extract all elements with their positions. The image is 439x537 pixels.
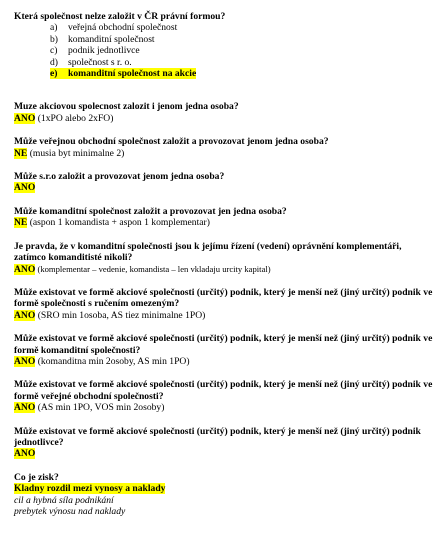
question-text: Může existovat ve formě akciové společnosti (určitý) podnik, který je menší než (jiný určitý) podnik jednotlivce? <box>14 425 421 448</box>
answer: ANO <box>14 448 36 460</box>
option-letter: d) <box>50 56 58 68</box>
answer: NE <box>14 147 28 159</box>
question-text: Může existovat ve formě akciové společnosti (určitý) podnik, který je menší než (jiný určitý) podnik ve formě společnosti s ručením omezeným? <box>14 286 433 310</box>
option-text: společnost s r. o. <box>68 56 132 68</box>
qa-5 <box>14 241 434 275</box>
answer-note: (1xPO alebo 2xFO) <box>35 112 114 124</box>
answer: ANO <box>14 112 36 124</box>
answer: ANO <box>14 355 36 367</box>
document-page <box>14 11 434 517</box>
answer-note: (musia byt minimalne 2) <box>27 147 125 159</box>
options-list <box>14 22 434 79</box>
question-text: Může veřejnou obchodní společnost založit a provozovat jenom jedna osoba? <box>14 136 329 148</box>
answer-note: (SRO min 1osoba, AS tiez minimalne 1PO) <box>35 309 206 321</box>
qa-1 <box>14 101 434 124</box>
answer: Kladny rozdil mezi vynosy a naklady <box>14 483 166 495</box>
question-text: Je pravda, že v komanditní společnosti jsou k jejímu řízení (vedení) oprávnění komplementáři, zatímco komanditisté nikoli? <box>14 240 402 264</box>
answer-detail: prebytek výnosu nad naklady <box>14 506 126 517</box>
qa-3 <box>14 171 434 194</box>
option-letter: e) <box>50 68 68 79</box>
question-text: Může existovat ve formě akciové společnosti (určitý) podnik, který je menší než (jiný určitý) podnik ve formě veřejné obchodní společnosti? <box>14 379 433 402</box>
answer-note: (AS min 1PO, VOS min 2osoby) <box>35 402 165 414</box>
qa-6 <box>14 287 434 321</box>
qa-8 <box>14 379 434 413</box>
question-text: Muze akciovou spolecnost zalozit i jenom jedna osoba? <box>14 101 239 113</box>
option-letter: c) <box>50 45 58 57</box>
qa-4 <box>14 206 434 229</box>
answer-detail: cil a hybná síla podnikání <box>14 494 114 506</box>
qa-zisk <box>14 472 434 518</box>
qa-2 <box>14 136 434 159</box>
question-text: Co je zisk? <box>14 471 59 483</box>
question-text: Může s.r.o založit a provozovat jenom jedna osoba? <box>14 171 225 183</box>
answer: ANO <box>14 309 36 321</box>
option-d <box>50 57 434 68</box>
question-1: Která společnost nelze založit v ČR právní formou? <box>14 11 226 22</box>
answer: ANO <box>14 402 36 414</box>
option-letter: b) <box>50 33 58 45</box>
option-b <box>50 34 434 45</box>
answer: ANO <box>14 263 36 275</box>
qa-7 <box>14 333 434 367</box>
option-text: komanditní společnost <box>68 33 155 45</box>
option-letter: a) <box>50 22 58 34</box>
question-text: Může komanditní společnost založit a provozovat jen jedna osoba? <box>14 205 287 217</box>
option-text: podnik jednotlivce <box>68 45 140 57</box>
qa-9 <box>14 426 434 460</box>
answer-note: (komanditna min 2osoby, AS min 1PO) <box>35 355 190 367</box>
option-c <box>50 45 434 56</box>
option-text-correct: komanditní společnost na akcie <box>68 68 197 80</box>
option-a <box>50 22 434 33</box>
answer: NE <box>14 217 28 229</box>
option-e <box>50 68 434 79</box>
option-text: veřejná obchodní společnost <box>68 22 178 34</box>
answer: ANO <box>14 182 36 194</box>
answer-note: (aspon 1 komandista + aspon 1 komplementar) <box>27 217 210 229</box>
question-text: Může existovat ve formě akciové společnosti (určitý) podnik, který je menší než (jiný určitý) podnik ve formě komanditní společnosti? <box>14 333 433 356</box>
answer-note: (komplementar – vedenie, komandista – len vkladaju urcity kapital) <box>35 263 271 274</box>
